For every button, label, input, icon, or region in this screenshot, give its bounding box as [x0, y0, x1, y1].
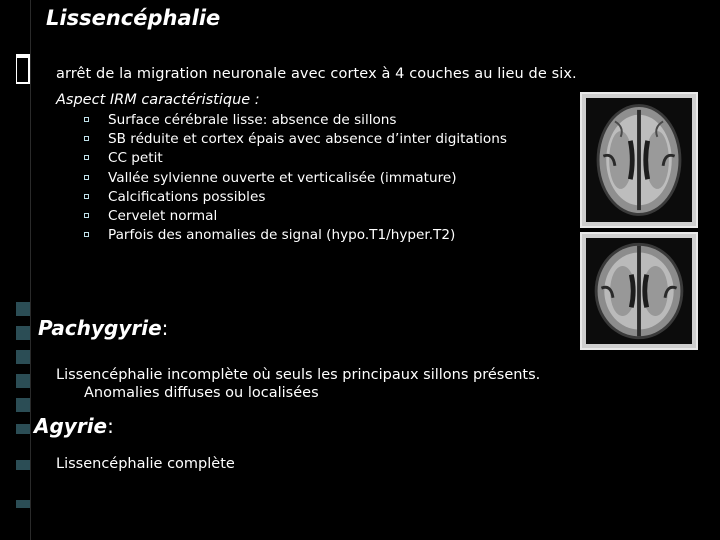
- agyrie-description: Lissencéphalie complète: [56, 456, 235, 472]
- left-bar-block: [16, 460, 30, 470]
- pachygyrie-description: [56, 366, 656, 402]
- square-bullet-icon: [84, 136, 89, 141]
- aspect-label: Aspect IRM caractéristique :: [56, 92, 260, 108]
- list-item: Vallée sylvienne ouverte et verticalisée (immature): [84, 169, 584, 188]
- square-bullet-icon: [84, 117, 89, 122]
- list-item: Parfois des anomalies de signal (hypo.T1/hyper.T2): [84, 226, 584, 245]
- left-bar-block: [16, 326, 30, 340]
- square-bullet-icon: [84, 232, 89, 237]
- square-bullet-icon: [84, 194, 89, 199]
- agyrie-heading: Agyrie:: [34, 414, 114, 438]
- mri-axial-brain-2: [586, 238, 692, 344]
- left-bar-block: [16, 374, 30, 388]
- square-bullet-icon: [84, 175, 89, 180]
- square-bullet-icon: [84, 155, 89, 160]
- pachygyrie-heading: Pachygyrie:: [38, 316, 169, 340]
- pachygyrie-desc-line2: Anomalies diffuses ou localisées: [84, 385, 319, 401]
- list-item: SB réduite et cortex épais avec absence d’inter digitations: [84, 130, 584, 149]
- left-divider-line: [30, 0, 31, 540]
- left-bar-block: [16, 350, 30, 364]
- list-item: CC petit: [84, 149, 584, 168]
- slide-title: Lissencéphalie: [46, 6, 221, 30]
- feature-list: [84, 111, 584, 245]
- mri-image-2: [580, 232, 698, 350]
- square-bullet-icon: [84, 213, 89, 218]
- left-bar-block: [16, 424, 30, 434]
- intro-text: arrêt de la migration neuronale avec cortex à 4 couches au lieu de six.: [56, 66, 577, 82]
- left-bar-block: [16, 398, 30, 412]
- pachygyrie-desc-line1: Lissencéphalie incomplète où seuls les principaux sillons présents.: [56, 367, 541, 383]
- left-bar-block-inner: [17, 58, 28, 82]
- list-item: Cervelet normal: [84, 207, 584, 226]
- list-item: Surface cérébrale lisse: absence de sillons: [84, 111, 584, 130]
- mri-axial-brain-1: [586, 98, 692, 222]
- mri-image-1: [580, 92, 698, 228]
- list-item: Calcifications possibles: [84, 188, 584, 207]
- left-bar-block: [16, 302, 30, 316]
- left-bar-block: [16, 500, 30, 508]
- left-decorative-bar: [0, 0, 32, 540]
